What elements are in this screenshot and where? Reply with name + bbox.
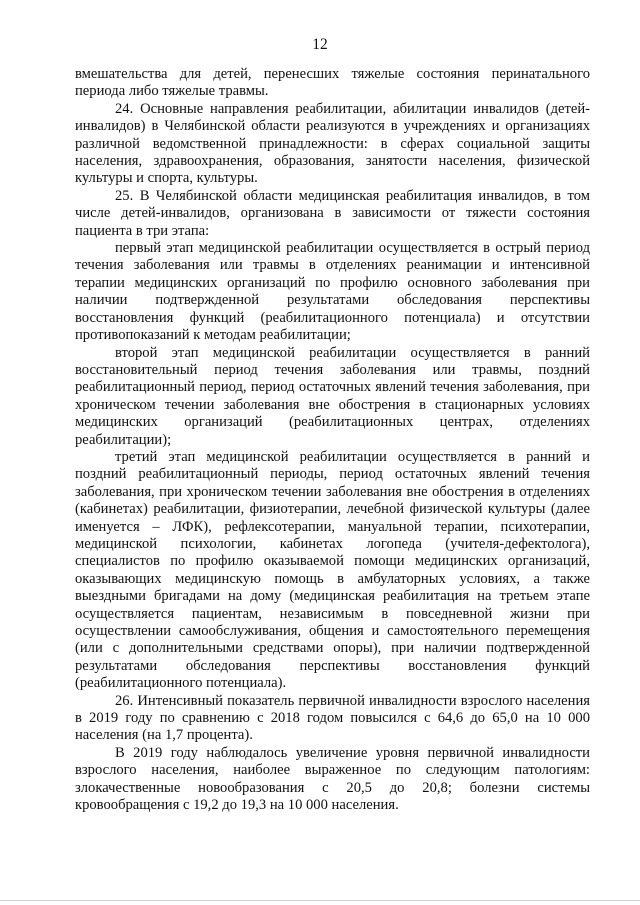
document-body (75, 66, 590, 814)
paragraph-24: 24. Основные направления реабилитации, абилитации инвалидов (детей-инвалидов) в Челябинской области реализуются в учреждениях и организациях различной ведомственной принадлежности: в сферах социальной защиты населения, здравоохранения, образования, занятости населения, физической культуры и спорта, культуры. (75, 100, 590, 187)
paragraph-stage-1: первый этап медицинской реабилитации осуществляется в острый период течения заболевания или травмы в отделениях реанимации и интенсивной терапии медицинских организаций по профилю основного заболевания при наличии подтвержденной результатами обследования перспективы восстановления функций (реабилитационного потенциала) и отсутствии противопоказаний к методам реабилитации; (75, 240, 590, 344)
paragraph-stage-2: второй этап медицинской реабилитации осуществляется в ранний восстановительный период течения заболевания или травмы, поздний реабилитационный период, период остаточных явлений течения заболевания, при хроническом течении заболевания вне обострения в стационарных условиях медицинских организаций (реабилитационных центрах, отделениях реабилитации); (75, 344, 590, 448)
paragraph-2019-increase: В 2019 году наблюдалось увеличение уровня первичной инвалидности взрослого населения, наиболее выраженное по следующим патологиям: злокачественные новообразования с 20,5 до 20,8; болезни системы кровообращения с 19,2 до 19,3 на 10 000 населения. (75, 744, 590, 814)
paragraph-continuation: вмешательства для детей, перенесших тяжелые состояния перинатального периода либо тяжелые травмы. (75, 66, 590, 100)
page-number: 12 (312, 36, 328, 53)
page-bottom-rule (0, 900, 640, 901)
paragraph-25: 25. В Челябинской области медицинская реабилитация инвалидов, в том числе детей-инвалидов, организована в зависимости от тяжести состояния пациента в три этапа: (75, 187, 590, 239)
paragraph-stage-3: третий этап медицинской реабилитации осуществляется в ранний и поздний реабилитационный периоды, период остаточных явлений течения заболевания, при хроническом течении заболевания вне обострения в отделениях (кабинетах) реабилитации, физиотерапии, лечебной физической культуры (далее именуется – ЛФК), рефлексотерапии, мануальной терапии, психотерапии, медицинской психологии, кабинетах логопеда (учителя-дефектолога), специалистов по профилю оказываемой помощи медицинских организаций, оказывающих медицинскую помощь в амбулаторных условиях, а также выездными бригадами на дому (медицинская реабилитация на третьем этапе осуществляется пациентам, независимым в повседневной жизни при осуществлении самообслуживания, общения и самостоятельного перемещения (или с дополнительными средствами опоры), при наличии подтвержденной результатами обследования перспективы восстановления функций (реабилитационного потенциала). (75, 448, 590, 692)
paragraph-26: 26. Интенсивный показатель первичной инвалидности взрослого населения в 2019 году по сравнению с 2018 годом повысился с 64,6 до 65,0 на 10 000 населения (на 1,7 процента). (75, 692, 590, 744)
